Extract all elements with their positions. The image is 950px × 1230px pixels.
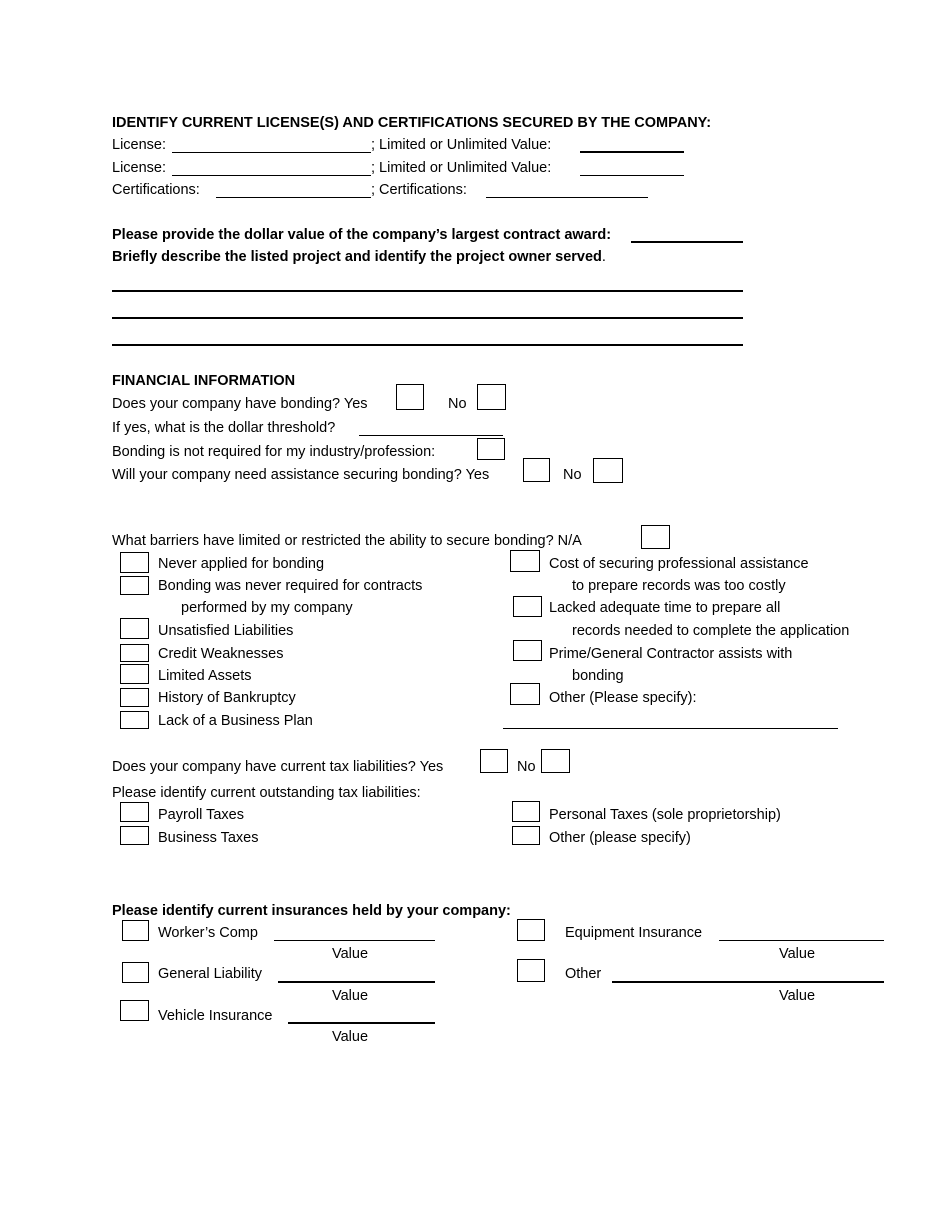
barrier-never-applied-checkbox[interactable] xyxy=(120,552,149,573)
barrier-prime-cont: bonding xyxy=(572,668,624,684)
limited-value-field-2[interactable] xyxy=(580,175,684,176)
other-taxes-checkbox[interactable] xyxy=(512,826,540,845)
tax-yes-checkbox[interactable] xyxy=(480,749,508,773)
general-liability-label: General Liability xyxy=(158,966,262,982)
threshold-field[interactable] xyxy=(359,435,503,436)
equipment-insurance-checkbox[interactable] xyxy=(517,919,545,941)
barrier-time: Lacked adequate time to prepare all xyxy=(549,600,781,616)
barrier-never-applied: Never applied for bonding xyxy=(158,556,325,572)
barrier-unsatisfied-checkbox[interactable] xyxy=(120,618,149,639)
barrier-other-field[interactable] xyxy=(503,728,838,729)
workers-comp-value-caption: Value xyxy=(332,946,369,962)
tax-identify-prompt: Please identify current outstanding tax liabilities: xyxy=(112,785,421,801)
barrier-never-required-checkbox[interactable] xyxy=(120,576,149,595)
project-description-line-2[interactable] xyxy=(112,317,743,319)
financial-heading: FINANCIAL INFORMATION xyxy=(112,373,296,389)
other-insurance-value-caption: Value xyxy=(779,988,816,1004)
vehicle-insurance-checkbox[interactable] xyxy=(120,1000,149,1021)
barrier-credit-checkbox[interactable] xyxy=(120,644,149,662)
barrier-time-cont: records needed to complete the application xyxy=(572,623,850,639)
insurance-heading: Please identify current insurances held by your company: xyxy=(112,903,511,919)
license-label-2: License: xyxy=(112,160,167,176)
barrier-never-required-cont: performed by my company xyxy=(181,600,353,616)
barrier-assets: Limited Assets xyxy=(158,668,252,684)
limited-label-2: ; Limited or Unlimited Value: xyxy=(371,160,552,176)
license-field-1[interactable] xyxy=(172,152,371,153)
bonding-yes-checkbox[interactable] xyxy=(396,384,424,410)
barrier-never-required: Bonding was never required for contracts xyxy=(158,578,423,594)
certifications-field-1[interactable] xyxy=(216,197,371,198)
certifications-label-2: ; Certifications: xyxy=(371,182,467,198)
other-taxes: Other (please specify) xyxy=(549,830,691,846)
tax-no-checkbox[interactable] xyxy=(541,749,570,773)
licenses-heading: IDENTIFY CURRENT LICENSE(S) AND CERTIFICATIONS SECURED BY THE COMPANY: xyxy=(112,115,712,131)
bonding-not-required-checkbox[interactable] xyxy=(477,438,505,460)
vehicle-insurance-value-caption: Value xyxy=(332,1029,369,1045)
assistance-no-checkbox[interactable] xyxy=(593,458,623,483)
barriers-question: What barriers have limited or restricted the ability to secure bonding? N/A xyxy=(112,533,582,549)
bonding-no-label: No xyxy=(448,396,467,412)
barrier-cost: Cost of securing professional assistance xyxy=(549,556,809,572)
assistance-question: Will your company need assistance securing bonding? Yes xyxy=(112,467,490,483)
barrier-assets-checkbox[interactable] xyxy=(120,664,149,684)
business-taxes: Business Taxes xyxy=(158,830,259,846)
assistance-no-label: No xyxy=(563,467,582,483)
barrier-credit: Credit Weaknesses xyxy=(158,646,284,662)
workers-comp-label: Worker’s Comp xyxy=(158,925,258,941)
project-description-line-1[interactable] xyxy=(112,290,743,292)
largest-award-question: Please provide the dollar value of the company’s largest contract award: xyxy=(112,227,612,243)
barrier-cost-cont: to prepare records was too costly xyxy=(572,578,786,594)
limited-value-field-1[interactable] xyxy=(580,151,684,153)
barrier-time-checkbox[interactable] xyxy=(513,596,542,617)
limited-label-1: ; Limited or Unlimited Value: xyxy=(371,137,552,153)
payroll-taxes-checkbox[interactable] xyxy=(120,802,149,822)
general-liability-value-caption: Value xyxy=(332,988,369,1004)
barrier-prime-checkbox[interactable] xyxy=(513,640,542,661)
certifications-field-2[interactable] xyxy=(486,197,648,198)
license-label-1: License: xyxy=(112,137,167,153)
other-insurance-checkbox[interactable] xyxy=(517,959,545,982)
certifications-label-1: Certifications: xyxy=(112,182,200,198)
equipment-insurance-label: Equipment Insurance xyxy=(565,925,703,941)
largest-award-field[interactable] xyxy=(631,241,743,243)
vehicle-insurance-value-field[interactable] xyxy=(288,1022,435,1024)
assistance-yes-checkbox[interactable] xyxy=(523,458,550,482)
barrier-prime: Prime/General Contractor assists with xyxy=(549,646,793,662)
tax-no-label: No xyxy=(517,759,536,775)
general-liability-checkbox[interactable] xyxy=(122,962,149,983)
barrier-business-plan-checkbox[interactable] xyxy=(120,711,149,729)
personal-taxes: Personal Taxes (sole proprietorship) xyxy=(549,807,781,823)
payroll-taxes: Payroll Taxes xyxy=(158,807,244,823)
equipment-insurance-value-field[interactable] xyxy=(719,940,884,941)
bonding-no-checkbox[interactable] xyxy=(477,384,506,410)
business-taxes-checkbox[interactable] xyxy=(120,826,149,845)
license-field-2[interactable] xyxy=(172,175,371,176)
barrier-bankruptcy: History of Bankruptcy xyxy=(158,690,296,706)
tax-question: Does your company have current tax liabilities? Yes xyxy=(112,759,444,775)
describe-project-prompt: Briefly describe the listed project and identify the project owner served. xyxy=(112,249,606,265)
threshold-question: If yes, what is the dollar threshold? xyxy=(112,420,336,436)
equipment-insurance-value-caption: Value xyxy=(779,946,816,962)
barrier-cost-checkbox[interactable] xyxy=(510,550,540,572)
barrier-unsatisfied: Unsatisfied Liabilities xyxy=(158,623,294,639)
barrier-other-checkbox[interactable] xyxy=(510,683,540,705)
workers-comp-value-field[interactable] xyxy=(274,940,435,941)
other-insurance-label: Other xyxy=(565,966,602,982)
bonding-question: Does your company have bonding? Yes xyxy=(112,396,368,412)
general-liability-value-field[interactable] xyxy=(278,981,435,983)
other-insurance-value-field[interactable] xyxy=(612,981,884,983)
barrier-bankruptcy-checkbox[interactable] xyxy=(120,688,149,707)
bonding-not-required-label: Bonding is not required for my industry/profession: xyxy=(112,444,436,460)
project-description-line-3[interactable] xyxy=(112,344,743,346)
personal-taxes-checkbox[interactable] xyxy=(512,801,540,822)
vehicle-insurance-label: Vehicle Insurance xyxy=(158,1008,273,1024)
workers-comp-checkbox[interactable] xyxy=(122,920,149,941)
barrier-other: Other (Please specify): xyxy=(549,690,697,706)
barrier-business-plan: Lack of a Business Plan xyxy=(158,713,313,729)
barriers-na-checkbox[interactable] xyxy=(641,525,670,549)
